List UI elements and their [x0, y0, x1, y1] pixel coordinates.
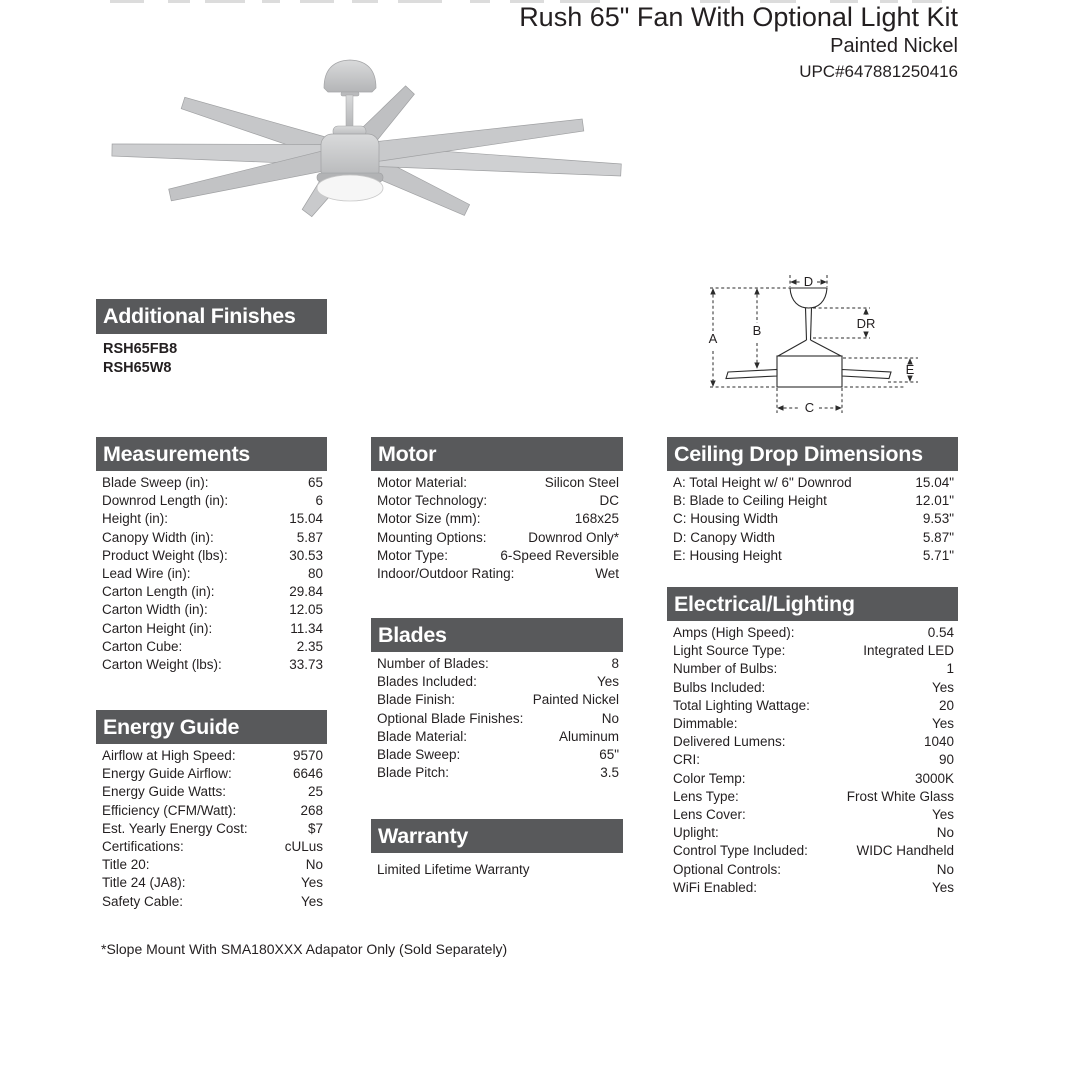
additional-finishes-list	[96, 334, 327, 378]
spec-value: 12.01"	[915, 493, 954, 509]
spec-label: Blade Material:	[377, 728, 468, 744]
spec-label: Number of Blades:	[377, 656, 489, 671]
spec-row	[96, 583, 327, 601]
spec-value: 15.04"	[915, 475, 954, 490]
energy-guide-header: Energy Guide	[96, 710, 327, 744]
product-finish: Painted Nickel	[830, 35, 958, 57]
spec-value: Yes	[596, 674, 619, 690]
spec-label: C: Housing Width	[673, 511, 779, 527]
spec-label: WiFi Enabled:	[673, 879, 758, 895]
spec-row	[667, 660, 958, 678]
ceiling-drop-rows	[667, 471, 958, 565]
spec-value: cULus	[284, 839, 323, 855]
additional-finishes-section	[96, 299, 327, 378]
spec-label: Indoor/Outdoor Rating:	[377, 566, 515, 582]
spec-row	[96, 601, 327, 619]
spec-value: 9.53"	[922, 511, 954, 527]
spec-row	[96, 783, 327, 801]
spec-value: 15.04	[289, 511, 323, 527]
spec-label: CRI:	[673, 752, 700, 768]
spec-value: Yes	[300, 875, 323, 891]
spec-value: 65	[307, 475, 323, 490]
warranty-section	[371, 819, 623, 879]
spec-value: 3000K	[914, 770, 954, 786]
spec-label: Product Weight (lbs):	[102, 547, 228, 563]
measurements-rows	[96, 471, 327, 674]
diagram-label-a: A	[708, 331, 718, 346]
spec-value: No	[305, 857, 323, 873]
spec-row	[667, 733, 958, 751]
spec-label: E: Housing Height	[673, 547, 782, 563]
spec-label: Title 20:	[102, 857, 150, 873]
ceiling-drop-header: Ceiling Drop Dimensions	[667, 437, 958, 471]
spec-value: Silicon Steel	[544, 475, 619, 490]
spec-row	[96, 802, 327, 820]
spec-row	[667, 806, 958, 824]
diagram-blade-left	[726, 370, 777, 379]
spec-row	[371, 547, 623, 565]
spec-value: 11.34	[290, 620, 323, 636]
spec-value: Integrated LED	[863, 643, 954, 659]
fan-canopy	[324, 60, 376, 128]
spec-row	[667, 492, 958, 510]
spec-row	[371, 529, 623, 547]
spec-label: Amps (High Speed):	[673, 625, 795, 640]
spec-value: Frost White Glass	[846, 788, 954, 804]
spec-value: Downrod Only*	[528, 529, 619, 545]
spec-label: D: Canopy Width	[673, 529, 776, 545]
additional-finishes-header: Additional Finishes	[96, 299, 327, 334]
spec-row	[667, 824, 958, 842]
spec-label: Carton Height (in):	[102, 620, 213, 636]
spec-label: Number of Bulbs:	[673, 661, 778, 677]
spec-label: Efficiency (CFM/Watt):	[102, 802, 237, 818]
spec-value: 0.54	[927, 625, 954, 640]
diagram-label-c: C	[804, 400, 815, 415]
spec-value: 33.73	[289, 657, 323, 673]
spec-value: DC	[599, 493, 619, 509]
spec-row	[371, 655, 623, 673]
spec-row	[96, 893, 327, 911]
spec-value: No	[936, 825, 954, 841]
spec-value: 1040	[923, 734, 954, 750]
spec-value: 5.71"	[922, 547, 954, 563]
spec-label: Motor Technology:	[377, 493, 488, 509]
blades-section	[371, 618, 623, 782]
spec-value: No	[601, 710, 619, 726]
measurements-section	[96, 437, 327, 674]
spec-label: Motor Size (mm):	[377, 511, 481, 527]
spec-row	[667, 474, 958, 492]
spec-label: Carton Weight (lbs):	[102, 657, 222, 673]
spec-value: 5.87	[296, 529, 323, 545]
spec-row	[667, 715, 958, 733]
spec-label: Total Lighting Wattage:	[673, 697, 810, 713]
spec-label: Uplight:	[673, 825, 719, 841]
spec-label: Carton Length (in):	[102, 584, 215, 600]
spec-value: Aluminum	[558, 728, 619, 744]
spec-label: Energy Guide Airflow:	[102, 766, 232, 782]
fan-light-lens	[317, 175, 383, 201]
spec-value: 65"	[599, 747, 619, 763]
diagram-label-b: B	[752, 323, 762, 338]
spec-label: Bulbs Included:	[673, 679, 766, 695]
motor-header: Motor	[371, 437, 623, 471]
spec-row	[667, 879, 958, 897]
fan-downrod	[346, 95, 353, 128]
spec-value: 268	[300, 802, 323, 818]
finish-code: RSH65FB8	[103, 341, 178, 357]
electrical-lighting-rows	[667, 621, 958, 897]
spec-value: Yes	[300, 893, 323, 909]
spec-row	[371, 746, 623, 764]
spec-value: Yes	[931, 879, 954, 895]
spec-label: Height (in):	[102, 511, 169, 527]
energy-guide-section	[96, 710, 327, 911]
spec-label: Energy Guide Watts:	[102, 784, 227, 800]
spec-row	[371, 565, 623, 583]
spec-value: WIDC Handheld	[856, 843, 954, 859]
spec-label: A: Total Height w/ 6" Downrod	[673, 475, 852, 490]
spec-row	[667, 642, 958, 660]
spec-label: Delivered Lumens:	[673, 734, 786, 750]
spec-label: Motor Material:	[377, 475, 468, 490]
slope-mount-footnote: *Slope Mount With SMA180XXX Adapator Only (Sold Separately)	[101, 941, 508, 957]
fan-motor-housing	[317, 126, 383, 201]
motor-section	[371, 437, 623, 583]
diagram-label-d: D	[803, 274, 814, 289]
spec-row	[96, 820, 327, 838]
spec-value: Yes	[931, 807, 954, 823]
spec-value: 8	[611, 656, 619, 671]
spec-label: Dimmable:	[673, 716, 738, 732]
spec-label: Blade Finish:	[377, 692, 456, 708]
blades-rows	[371, 652, 623, 782]
page-title: Rush 65" Fan With Optional Light Kit	[519, 2, 958, 32]
spec-row	[371, 474, 623, 492]
spec-value: 2.35	[296, 638, 323, 654]
blades-header: Blades	[371, 618, 623, 652]
spec-label: Motor Type:	[377, 547, 449, 563]
diagram-blade-right	[842, 370, 891, 379]
spec-label: Control Type Included:	[673, 843, 808, 859]
warranty-header: Warranty	[371, 819, 623, 853]
spec-label: Color Temp:	[673, 770, 746, 786]
spec-value: 5.87"	[922, 529, 954, 545]
diagram-housing	[777, 356, 842, 387]
spec-value: 29.84	[289, 584, 323, 600]
spec-label: Lens Cover:	[673, 807, 746, 823]
spec-row	[667, 861, 958, 879]
fan-product-image	[95, 42, 655, 242]
spec-row	[667, 679, 958, 697]
spec-label: Downrod Length (in):	[102, 493, 229, 509]
spec-row	[96, 620, 327, 638]
spec-value: 80	[307, 566, 323, 582]
spec-row	[667, 788, 958, 806]
spec-label: Canopy Width (in):	[102, 529, 214, 545]
spec-row	[96, 474, 327, 492]
electrical-lighting-header: Electrical/Lighting	[667, 587, 958, 621]
spec-value: 1	[946, 661, 954, 677]
spec-label: Blade Pitch:	[377, 765, 450, 781]
spec-label: Safety Cable:	[102, 893, 184, 909]
spec-label: Optional Controls:	[673, 861, 782, 877]
spec-label: Lead Wire (in):	[102, 566, 191, 582]
spec-row	[667, 510, 958, 528]
spec-row	[667, 842, 958, 860]
spec-value: 168x25	[574, 511, 619, 527]
diagram-canopy	[790, 288, 827, 308]
warranty-text: Limited Lifetime Warranty	[377, 862, 530, 877]
spec-label: Blade Sweep:	[377, 747, 461, 763]
spec-row	[96, 547, 327, 565]
spec-value: 30.53	[289, 547, 323, 563]
spec-value: No	[936, 861, 954, 877]
product-upc: UPC#647881250416	[799, 62, 958, 81]
spec-row	[96, 838, 327, 856]
spec-value: Yes	[931, 716, 954, 732]
spec-row	[96, 874, 327, 892]
ceiling-drop-section	[667, 437, 958, 565]
spec-label: Title 24 (JA8):	[102, 875, 186, 891]
spec-row	[371, 764, 623, 782]
spec-row	[371, 691, 623, 709]
spec-label: Carton Cube:	[102, 638, 183, 654]
spec-row	[667, 529, 958, 547]
spec-row	[371, 710, 623, 728]
spec-row	[96, 765, 327, 783]
spec-row	[371, 510, 623, 528]
spec-row	[96, 492, 327, 510]
diagram-label-e: E	[905, 362, 915, 377]
spec-value: Wet	[595, 566, 619, 582]
spec-row	[667, 770, 958, 788]
spec-value: 6	[315, 493, 323, 509]
spec-label: Lens Type:	[673, 788, 739, 804]
motor-rows	[371, 471, 623, 583]
spec-label: Blades Included:	[377, 674, 477, 690]
spec-row	[371, 728, 623, 746]
spec-row	[667, 697, 958, 715]
spec-value: Yes	[931, 679, 954, 695]
spec-label: Light Source Type:	[673, 643, 786, 659]
spec-row	[96, 510, 327, 528]
spec-value: 6-Speed Reversible	[500, 547, 619, 563]
spec-row	[371, 673, 623, 691]
spec-value: 12.05	[289, 602, 323, 618]
spec-label: Blade Sweep (in):	[102, 475, 209, 490]
spec-value: 3.5	[600, 765, 619, 781]
spec-label: Airflow at High Speed:	[102, 748, 236, 763]
spec-value: 90	[938, 752, 954, 768]
energy-guide-rows	[96, 744, 327, 911]
spec-row	[96, 747, 327, 765]
spec-value: 9570	[292, 748, 323, 763]
spec-value: 6646	[292, 766, 323, 782]
spec-label: Certifications:	[102, 839, 184, 855]
measurements-header: Measurements	[96, 437, 327, 471]
spec-value: 25	[307, 784, 323, 800]
spec-label: Optional Blade Finishes:	[377, 710, 524, 726]
spec-label: B: Blade to Ceiling Height	[673, 493, 827, 509]
spec-label: Est. Yearly Energy Cost:	[102, 820, 248, 836]
ceiling-drop-diagram	[690, 255, 950, 425]
spec-row	[96, 529, 327, 547]
spec-row	[96, 856, 327, 874]
spec-value: $7	[307, 820, 323, 836]
spec-row	[667, 624, 958, 642]
spec-row	[96, 565, 327, 583]
spec-row	[667, 751, 958, 769]
spec-row	[667, 547, 958, 565]
spec-row	[96, 656, 327, 674]
spec-row	[96, 638, 327, 656]
spec-row	[371, 492, 623, 510]
diagram-label-dr: DR	[856, 316, 876, 331]
spec-value: Painted Nickel	[532, 692, 619, 708]
spec-value: 20	[938, 697, 954, 713]
electrical-lighting-section	[667, 587, 958, 897]
finish-code: RSH65W8	[103, 360, 172, 376]
spec-label: Mounting Options:	[377, 529, 487, 545]
spec-label: Carton Width (in):	[102, 602, 208, 618]
